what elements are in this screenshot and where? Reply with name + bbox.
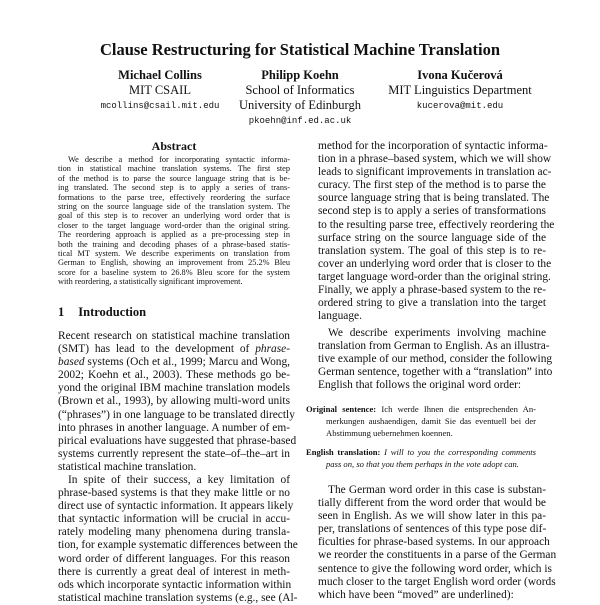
text-line: formations to the parse tree, effectively reordering the surface [58,192,290,202]
text-line: source language string that is being translated. The [318,192,550,205]
text-line: with reordering, a statistically significant improvement. [58,277,243,287]
author-name: Ivona Kučerová [417,68,503,82]
author-affiliation: School of Informatics [245,83,355,97]
author-email: mcollins@csail.mit.edu [100,101,220,111]
text-line: string on the source language side of the translation system. The [58,202,290,212]
text-line: target language word-order than the original string. [318,270,551,283]
text-line: which have been “moved” are underlined): [318,588,514,601]
text-line: statistical machine translation systems (e.g., see (Al- [58,591,298,604]
author-collins [90,68,230,114]
author-affiliation: University of Edinburgh [239,98,361,112]
text-line: both the training and decoding phases of a phrase-based statis- [58,239,290,249]
text-line: rately modeling many phenomena during transla- [58,526,290,539]
text-line: statistical machine translation. [58,460,197,473]
text-line: translation system. The goal of this step is to re- [318,244,546,257]
english-translation-example [306,447,536,471]
text-line: language. [318,310,362,323]
text-line: tion in statistical machine translation systems. The first step [58,164,290,174]
author-koehn [230,68,370,129]
text-line: translation from German to English. As an illustra- [318,340,550,353]
author-name: Michael Collins [118,68,202,82]
text-line: 2002; Koehn et al., 2003). These methods go be- [58,369,290,382]
text-line: tion in a phrase–based system, which we will show [318,153,552,166]
author-kucerova [375,68,545,114]
text-line: surface string on the source language side of the [318,231,546,244]
author-affiliation: MIT CSAIL [129,83,191,97]
text-line: closer to the target language word-order than the original string. [58,220,290,230]
original-sentence-example [306,404,536,439]
text-line: tive example of our method, consider the following [318,353,553,366]
text-line: The German word order in this case is substan- [328,484,546,496]
right-paragraph-2 [318,327,553,392]
example-text: I will to you the corresponding comments [384,447,536,457]
text-line: tially different from the word order that would be [318,497,546,510]
text-line: seen in English. As we will show later in this pa- [318,510,546,523]
author-email: kucerova@mit.edu [416,101,504,111]
text-line: much closer to the target English word order (words [318,575,556,588]
text-line: Finally, we apply a phrase-based system to the re- [318,284,546,297]
text-line: (SMT) has lead to the development of phrase- [58,343,290,356]
right-paragraph-1 [318,140,555,323]
abstract-heading: Abstract [151,139,197,153]
example-line: merkungen aushaendigen, damit Sie das eventuell bei der [326,415,536,426]
text-line: method for the incorporation of syntactic informa- [318,140,548,152]
text-line: word order of different languages. For this reason [58,552,290,565]
text-line: The reordering approach is applied as a pre-processing step in [58,230,290,240]
text-line: Recent research on statistical machine translation [58,330,290,342]
text-line: based systems (Och et al., 1999; Marcu and Wong, [58,356,291,369]
text-line: tical MT system. We describe experiments on translation from [58,249,290,259]
example-label: English translation: [306,447,381,457]
author-affiliation: MIT Linguistics Department [388,83,532,97]
text-line: systems currently represent the state–of–the–art in [58,447,290,460]
example-label: Original sentence: [306,404,377,414]
text-line: cover an underlying word order that is closer to the [318,257,552,270]
text-line: into phrases in another language. A number of em- [58,421,290,434]
text-line: German sentence, together with a “translation” into [318,366,553,379]
text-line: we reorder the constituents in a parse of the German [318,549,557,562]
text-line: score for a baseline system to 26.8% Bleu score for the system [58,267,290,277]
author-name: Philipp Koehn [261,68,339,82]
paper-title: Clause Restructuring for Statistical Machine Translation [99,40,501,59]
text-line: ing translated. The second step is to apply a series of trans- [58,183,290,193]
text-line: of the method is to parse the source language string that is be- [58,173,290,183]
text-line: German to English, showing an improvement from 25.2% Bleu [58,258,290,268]
text-line: that syntactic information will be crucial in accu- [58,513,290,526]
text-line: English that follows the original word order: [318,379,522,392]
text-line: tion, for example systematic differences between the [58,539,298,552]
intro-paragraph-1 [58,330,297,474]
text-line: yond the original IBM machine translation models [58,382,290,395]
abstract-body [58,155,290,287]
example-line [306,404,536,416]
section-heading-introduction [58,305,146,320]
right-paragraph-3 [318,484,557,602]
text-line: (Brown et al., 1993), by allowing multi-word units [58,395,290,408]
text-line: per, translations of sentences of this type pose dif- [318,523,547,536]
text-line: goal of this step is to recover an underlying word order that is [58,211,290,221]
text-line: curacy. The first step of the method is to parse the [318,179,546,192]
text-line: ficulties for phrase-based systems. In our approach [318,536,550,549]
text-line: We describe experiments involving machine [328,327,546,339]
text-line: second step is to apply a series of transformations [318,205,546,218]
example-line: pass on, so that you them perhaps in the vote adopt can. [326,458,519,469]
text-line: In spite of their success, a key limitation of [68,474,290,486]
example-line: Abstimmung uebernehmen koennen. [326,427,453,438]
text-line: leads to significant improvements in translation ac- [318,166,552,179]
section-title: Introduction [78,305,147,319]
text-line: (“phrases”) in one language to be translated directly [58,408,295,421]
section-number: 1 [58,305,65,319]
text-line: phrase-based systems is that they make little or no [58,487,290,500]
example-line [306,447,536,459]
text-line: to the resulting parse tree, effectively reordering the [318,218,555,231]
text-line: there is currently a great deal of interest in meth- [58,565,290,578]
text-line: direct use of syntactic information. It appears likely [58,500,294,513]
example-text: Ich werde Ihnen die entsprechenden An- [381,404,536,414]
text-line: sentence to give the following word order, which is [318,562,552,575]
text-line: ods which incorporate syntactic information within [58,578,292,591]
text-line: pirical evaluations have suggested that phrase-based [58,434,297,447]
text-line: We describe a method for incorporating syntactic informa- [68,155,290,164]
author-email: pkoehn@inf.ed.ac.uk [248,116,352,126]
intro-paragraph-2 [58,474,298,605]
text-line: ordered string to give a translation into the target [318,297,546,310]
